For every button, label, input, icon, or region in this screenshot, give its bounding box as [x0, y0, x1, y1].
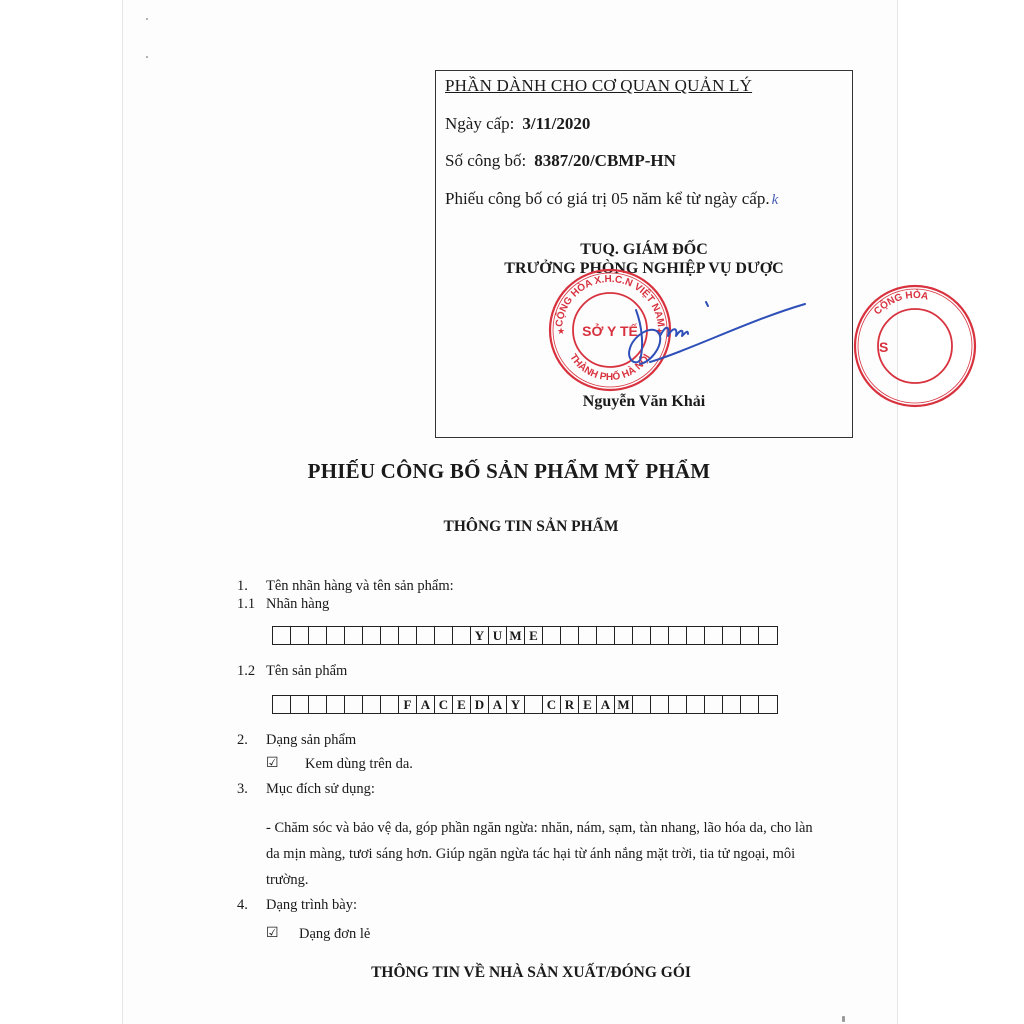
brand-letter-cell — [597, 627, 615, 644]
validity-line — [445, 189, 778, 209]
product-letter-cell — [363, 696, 381, 713]
brand-letter-cell: U — [489, 627, 507, 644]
product-letter-cell — [759, 696, 777, 713]
brand-letter-cell — [723, 627, 741, 644]
item-4-option: Dạng đơn lẻ — [299, 926, 371, 942]
brand-letter-cell — [273, 627, 291, 644]
brand-letter-cell — [453, 627, 471, 644]
item-3-label: Mục đích sử dụng: — [266, 781, 375, 797]
item-1-2-number: 1.2 — [237, 663, 256, 679]
product-letter-cell: A — [489, 696, 507, 713]
item-2-label: Dạng sản phẩm — [266, 732, 357, 748]
product-letter-cell — [273, 696, 291, 713]
brand-letter-cell — [309, 627, 327, 644]
product-letter-cell: A — [597, 696, 615, 713]
announcement-number-value: 8387/20/CBMP-HN — [534, 151, 676, 170]
product-letter-cell — [309, 696, 327, 713]
svg-text:CỘNG HÒA — [872, 288, 929, 317]
usage-line-1: - Chăm sóc và bảo vệ da, góp phần ngăn ngừa: nhăn, nám, sạm, tàn nhang, lão hóa da, cho làn — [266, 820, 813, 836]
product-letter-cell: Y — [507, 696, 525, 713]
brand-letter-cell — [741, 627, 759, 644]
initial-mark: k — [771, 192, 779, 208]
brand-letter-cell — [363, 627, 381, 644]
product-letter-cell — [651, 696, 669, 713]
product-letter-cell — [291, 696, 309, 713]
brand-letter-cell — [327, 627, 345, 644]
item-3-number: 3. — [237, 781, 248, 797]
signer-title-2: TRƯỞNG PHÒNG NGHIỆP VỤ DƯỢC — [504, 260, 784, 277]
announcement-number-line — [445, 151, 676, 171]
validity-text: Phiếu công bố có giá trị 05 năm kể từ ngày cấp. — [445, 189, 770, 208]
brand-letter-cell: Y — [471, 627, 489, 644]
issue-date-label: Ngày cấp: — [445, 114, 515, 133]
product-letter-cell — [345, 696, 363, 713]
authority-title: PHẦN DÀNH CHO CƠ QUAN QUẢN LÝ — [445, 76, 753, 95]
brand-letter-cell — [651, 627, 669, 644]
product-letter-cell: D — [471, 696, 489, 713]
brand-letter-cell — [669, 627, 687, 644]
svg-text:S: S — [879, 339, 889, 355]
product-letter-cell — [633, 696, 651, 713]
product-letter-cell: E — [579, 696, 597, 713]
brand-letter-cell — [759, 627, 777, 644]
brand-letter-cell — [381, 627, 399, 644]
partial-stamp-text: CỘNG HÒA — [872, 289, 930, 318]
usage-purpose-paragraph — [266, 815, 831, 893]
product-letter-cell — [687, 696, 705, 713]
usage-line-3: trường. — [266, 872, 309, 888]
brand-letter-cell: E — [525, 627, 543, 644]
usage-line-2: da mịn màng, tươi sáng hơn. Giúp ngăn ngừa tác hại từ ánh nắng mặt trời, tia tử ngoại, môi — [266, 846, 796, 862]
product-letter-cell: A — [417, 696, 435, 713]
product-letter-cell: F — [399, 696, 417, 713]
product-letter-cell: R — [561, 696, 579, 713]
item-1-1-label: Nhãn hàng — [266, 596, 330, 612]
item-2-option: Kem dùng trên da. — [305, 756, 413, 772]
product-letter-cell — [741, 696, 759, 713]
brand-letter-cell — [705, 627, 723, 644]
scan-speck — [146, 18, 148, 20]
document-title: PHIẾU CÔNG BỐ SẢN PHẨM MỸ PHẨM — [307, 459, 711, 483]
issue-date-value: 3/11/2020 — [522, 114, 591, 133]
brand-letter-cell — [687, 627, 705, 644]
brand-letter-cell — [579, 627, 597, 644]
brand-letter-cell — [417, 627, 435, 644]
brand-letter-cell — [435, 627, 453, 644]
checked-checkbox-icon: ☑ — [266, 756, 279, 771]
scan-speck — [842, 1016, 845, 1022]
signer-title-1: TUQ. GIÁM ĐỐC — [580, 241, 708, 258]
stamp-top-text: CỘNG HÒA X.H.C.N VIỆT NAM — [554, 273, 667, 328]
product-letter-cell — [381, 696, 399, 713]
handwritten-signature — [600, 290, 810, 380]
item-1-1-number: 1.1 — [237, 596, 256, 612]
product-letter-cell: M — [615, 696, 633, 713]
stamp-star-icon: ★ — [557, 326, 566, 336]
brand-letter-cell — [345, 627, 363, 644]
stamp-bottom-text: THÀNH PHỐ HÀ NỘI — [567, 352, 653, 384]
announcement-number-label: Số công bố: — [445, 151, 527, 170]
product-name-boxes — [272, 695, 778, 714]
stamp-star-icon: ★ — [655, 326, 664, 336]
checked-checkbox-icon: ☑ — [266, 926, 279, 941]
product-letter-cell — [723, 696, 741, 713]
section-manufacturer-info: THÔNG TIN VỀ NHÀ SẢN XUẤT/ĐÓNG GÓI — [371, 964, 691, 981]
signer-name: Nguyễn Văn Khải — [582, 393, 706, 410]
scan-speck — [146, 56, 148, 58]
item-1-number: 1. — [237, 578, 248, 594]
product-letter-cell — [327, 696, 345, 713]
partial-stamp — [853, 284, 930, 408]
brand-letter-cell — [615, 627, 633, 644]
brand-name-boxes — [272, 626, 778, 645]
brand-letter-cell — [291, 627, 309, 644]
product-letter-cell: E — [453, 696, 471, 713]
brand-letter-cell — [399, 627, 417, 644]
brand-letter-cell — [633, 627, 651, 644]
item-2-number: 2. — [237, 732, 248, 748]
item-4-label: Dạng trình bày: — [266, 897, 358, 913]
stamp-center-text: SỞ Y TẾ — [582, 323, 638, 339]
product-letter-cell — [525, 696, 543, 713]
item-1-label: Tên nhãn hàng và tên sản phẩm: — [266, 578, 454, 594]
section-product-info: THÔNG TIN SẢN PHẨM — [443, 518, 619, 535]
item-4-number: 4. — [237, 897, 248, 913]
product-letter-cell — [669, 696, 687, 713]
brand-letter-cell — [561, 627, 579, 644]
item-1-2-label: Tên sản phẩm — [266, 663, 348, 679]
brand-letter-cell: M — [507, 627, 525, 644]
brand-letter-cell — [543, 627, 561, 644]
product-letter-cell — [705, 696, 723, 713]
product-letter-cell: C — [543, 696, 561, 713]
product-letter-cell: C — [435, 696, 453, 713]
issue-date-line — [445, 114, 590, 134]
